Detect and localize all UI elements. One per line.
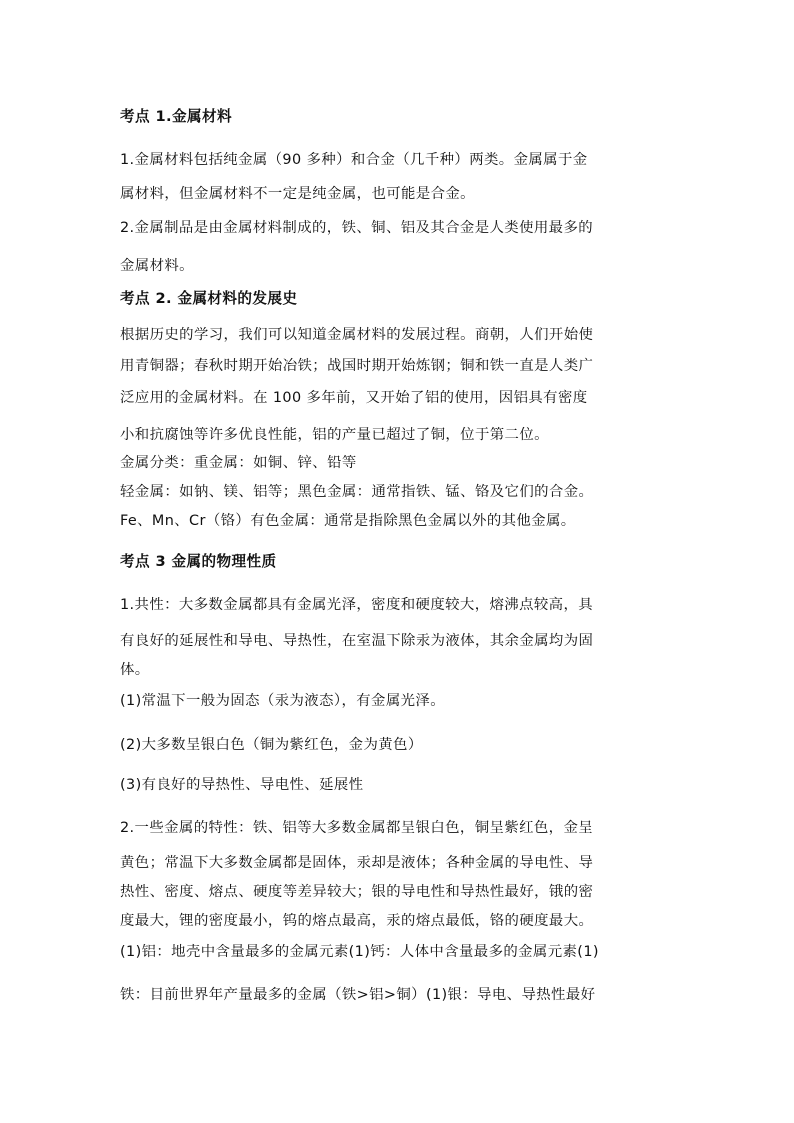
paragraph-line: 2.一些金属的特性：铁、铝等大多数金属都呈银白色，铜呈紫红色，金呈 [120, 820, 594, 836]
paragraph-line: 1.共性：大多数金属都具有金属光泽，密度和硬度较大，熔沸点较高，具 [120, 597, 594, 613]
paragraph-line: 轻金属：如钠、镁、铝等；黑色金属：通常指铁、锰、铬及它们的合金。 [120, 484, 594, 500]
section-heading-1: 考点 1.金属材料 [120, 108, 232, 125]
paragraph-line: 铁：目前世界年产量最多的金属（铁>铝>铜）(1)银：导电、导热性最好 [120, 987, 596, 1003]
paragraph-line: 金属材料。 [120, 258, 194, 274]
paragraph-line: (1)铝：地壳中含量最多的金属元素(1)钙：人体中含量最多的金属元素(1) [120, 944, 599, 960]
paragraph-line: 泛应用的金属材料。在 100 多年前，又开始了铝的使用，因铝具有密度 [120, 390, 588, 406]
section-heading-2: 考点 2. 金属材料的发展史 [120, 290, 298, 307]
paragraph-line: 属材料，但金属材料不一定是纯金属，也可能是合金。 [120, 186, 475, 202]
paragraph-line: 黄色；常温下大多数金属都是固体，汞却是液体；各种金属的导电性、导 [120, 855, 594, 871]
paragraph-line: 金属分类：重金属：如铜、锌、铅等 [120, 455, 357, 471]
paragraph-line: 度最大，锂的密度最小，钨的熔点最高，汞的熔点最低，铬的硬度最大。 [120, 913, 594, 929]
paragraph-line: 1.金属材料包括纯金属（90 多种）和合金（几千种）两类。金属属于金 [120, 152, 588, 168]
paragraph-line: (3)有良好的导热性、导电性、延展性 [120, 777, 364, 793]
paragraph-line: (2)大多数呈银白色（铜为紫红色，金为黄色） [120, 737, 423, 753]
paragraph-line: 根据历史的学习，我们可以知道金属材料的发展过程。商朝，人们开始使 [120, 327, 594, 343]
paragraph-line: 有良好的延展性和导电、导热性，在室温下除汞为液体，其余金属均为固 [120, 633, 594, 649]
paragraph-line: 用青铜器；春秋时期开始冶铁；战国时期开始炼钢；铜和铁一直是人类广 [120, 358, 594, 374]
section-heading-3: 考点 3 金属的物理性质 [120, 553, 277, 570]
paragraph-line: 2.金属制品是由金属材料制成的，铁、铜、铝及其合金是人类使用最多的 [120, 220, 594, 236]
paragraph-line: 体。 [120, 662, 150, 678]
paragraph-line: (1)常温下一般为固态（汞为液态），有金属光泽。 [120, 693, 445, 709]
paragraph-line: Fe、Mn、Cr（铬）有色金属：通常是指除黑色金属以外的其他金属。 [120, 513, 576, 529]
paragraph-line: 热性、密度、熔点、硬度等差异较大；银的导电性和导热性最好，锇的密 [120, 884, 594, 900]
paragraph-line: 小和抗腐蚀等许多优良性能，铝的产量已超过了铜，位于第二位。 [120, 427, 549, 443]
